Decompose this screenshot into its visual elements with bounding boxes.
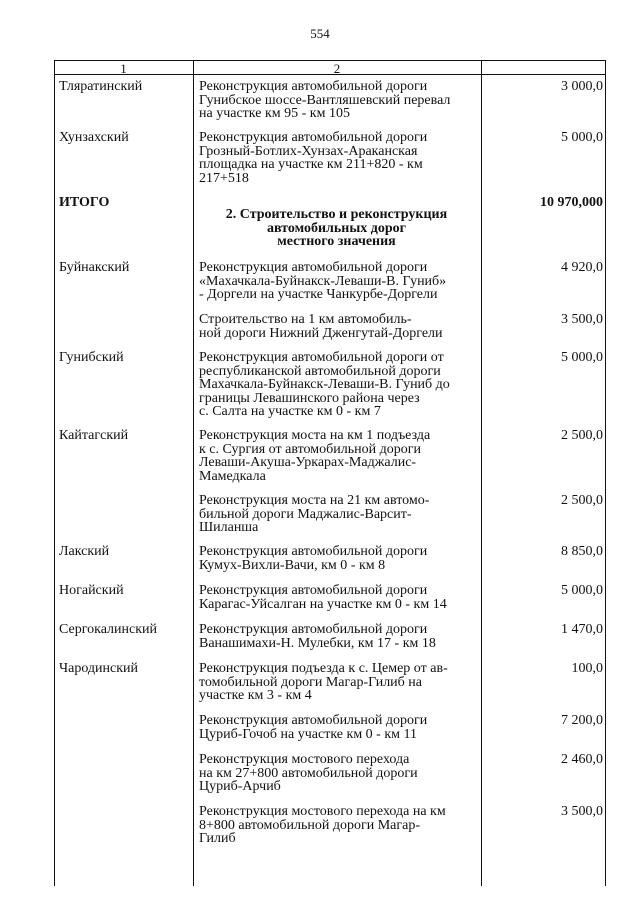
district-name: Кайтагский [59, 428, 129, 443]
district-name: Хунзахский [59, 130, 129, 145]
description-line: «Махачкала-Буйнакск-Леваши-В. Гуниб» [199, 273, 447, 289]
description-line: Реконструкция автомобильной дороги [199, 130, 428, 145]
project-description [199, 662, 474, 703]
project-description [199, 753, 474, 794]
district-name: Тляратинский [59, 79, 143, 94]
district-name: Чародинский [59, 661, 139, 676]
description-line: 217+518 [199, 170, 249, 186]
amount-value: 4 920,0 [561, 260, 603, 275]
description-line: Грозный-Ботлих-Хунзах-Араканская [199, 143, 418, 159]
description-line: на участке км 95 - км 105 [199, 106, 350, 121]
section-heading-line: местного значения [277, 234, 396, 249]
project-description [199, 584, 474, 611]
description-line: - Доргели на участке Чанкурбе-Доргели [199, 287, 438, 302]
description-line: Реконструкция автомобильной дороги [199, 622, 428, 637]
project-description [199, 351, 474, 419]
description-line: с. Салта на участке км 0 - км 7 [199, 404, 381, 419]
description-line: Реконструкция автомобильной дороги от [199, 350, 444, 365]
description-line: Цуриб-Гочоб на участке км 0 - км 11 [199, 726, 417, 742]
project-description [199, 131, 474, 185]
description-line: томобильной дороги Магар-Гилиб на [199, 674, 422, 690]
section-heading [199, 208, 474, 249]
amount-value: 1 470,0 [561, 622, 603, 637]
amount-value: 100,0 [571, 661, 603, 676]
project-description [199, 714, 474, 741]
district-name: Сергокалинский [59, 622, 158, 637]
amount-value: 5 000,0 [561, 130, 603, 145]
table-left-border [54, 60, 55, 886]
column-divider-2 [481, 60, 482, 886]
amount-value: 8 850,0 [561, 544, 603, 559]
description-line: ной дороги Нижний Дженгутай-Доргели [199, 325, 443, 341]
column-divider-1 [193, 60, 194, 886]
amount-value: 2 460,0 [561, 752, 603, 767]
description-line: Реконструкция автомобильной дороги [199, 583, 428, 598]
project-description [199, 545, 474, 572]
description-line: Реконструкция автомобильной дороги [199, 79, 428, 94]
amount-value: 3 500,0 [561, 312, 603, 327]
description-line: Реконструкция автомобильной дороги [199, 260, 428, 275]
project-description [199, 494, 474, 535]
description-line: Реконструкция автомобильной дороги [199, 544, 428, 559]
amount-value: 5 000,0 [561, 350, 603, 365]
project-description [199, 805, 474, 846]
section-heading-line: автомобильных дорог [266, 220, 407, 236]
description-line: Реконструкция мостового перехода на км [199, 804, 446, 819]
amount-value: 2 500,0 [561, 428, 603, 443]
project-description [199, 313, 474, 340]
description-line: Реконструкция моста на 21 км автомо- [199, 493, 430, 508]
description-line: Ванашимахи-Н. Мулебки, км 17 - км 18 [199, 635, 436, 651]
description-line: Цуриб-Арчиб [199, 779, 281, 794]
project-description [199, 261, 474, 302]
description-line: 8+800 автомобильной дороги Магар- [199, 817, 421, 833]
amount-value: 5 000,0 [561, 583, 603, 598]
amount-value: 3 500,0 [561, 804, 603, 819]
project-description [199, 623, 474, 650]
district-name: Ногайский [59, 583, 124, 598]
district-name: Гунибский [59, 350, 124, 365]
description-line: площадка на участке км 211+820 - км [199, 157, 423, 172]
description-line: Мамедкала [199, 468, 266, 484]
description-line: Шиланша [199, 520, 259, 535]
project-description [199, 429, 474, 483]
page-number: 554 [310, 26, 330, 41]
description-line: Гунибское шоссе-Вантляшевский перевал [199, 92, 451, 108]
description-line: Кумух-Вихли-Вачи, км 0 - км 8 [199, 557, 386, 573]
section-heading-line: 2. Строительство и реконструкция [225, 207, 448, 222]
total-amount: 10 970,000 [540, 195, 603, 210]
description-line: участке км 3 - км 4 [199, 688, 312, 703]
amount-value: 3 000,0 [561, 79, 603, 94]
description-line: Карагас-Уйсалган на участке км 0 - км 14 [199, 596, 447, 612]
description-line: Леваши-Акуша-Уркарах-Маджалис- [199, 455, 417, 470]
description-line: Реконструкция мостового перехода [199, 752, 410, 767]
description-line: Гилиб [199, 831, 236, 846]
district-name: Лакский [59, 544, 110, 559]
table-right-border [605, 60, 606, 886]
description-line: бильной дороги Маджалис-Варсит- [199, 506, 412, 522]
amount-value: 2 500,0 [561, 493, 603, 508]
total-label: ИТОГО [59, 195, 110, 210]
description-line: Махачкала-Буйнакск-Леваши-В. Гуниб до [199, 377, 450, 392]
description-line: Реконструкция автомобильной дороги [199, 713, 428, 728]
header-col-1: 1 [120, 61, 127, 76]
description-line: к с. Сургия от автомобильной дороги [199, 441, 421, 457]
header-col-2: 2 [333, 61, 341, 76]
description-line: республиканской автомобильной дороги [199, 363, 441, 379]
project-description [199, 80, 474, 121]
description-line: Реконструкция подъезда к с. Цемер от ав- [199, 661, 448, 676]
description-line: границы Левашинского района через [199, 390, 420, 406]
amount-value: 7 200,0 [561, 713, 603, 728]
district-name: Буйнакский [59, 260, 130, 275]
description-line: на км 27+800 автомобильной дороги [199, 765, 418, 781]
description-line: Реконструкция моста на км 1 подъезда [199, 428, 431, 443]
description-line: Строительство на 1 км автомобиль- [199, 312, 412, 327]
